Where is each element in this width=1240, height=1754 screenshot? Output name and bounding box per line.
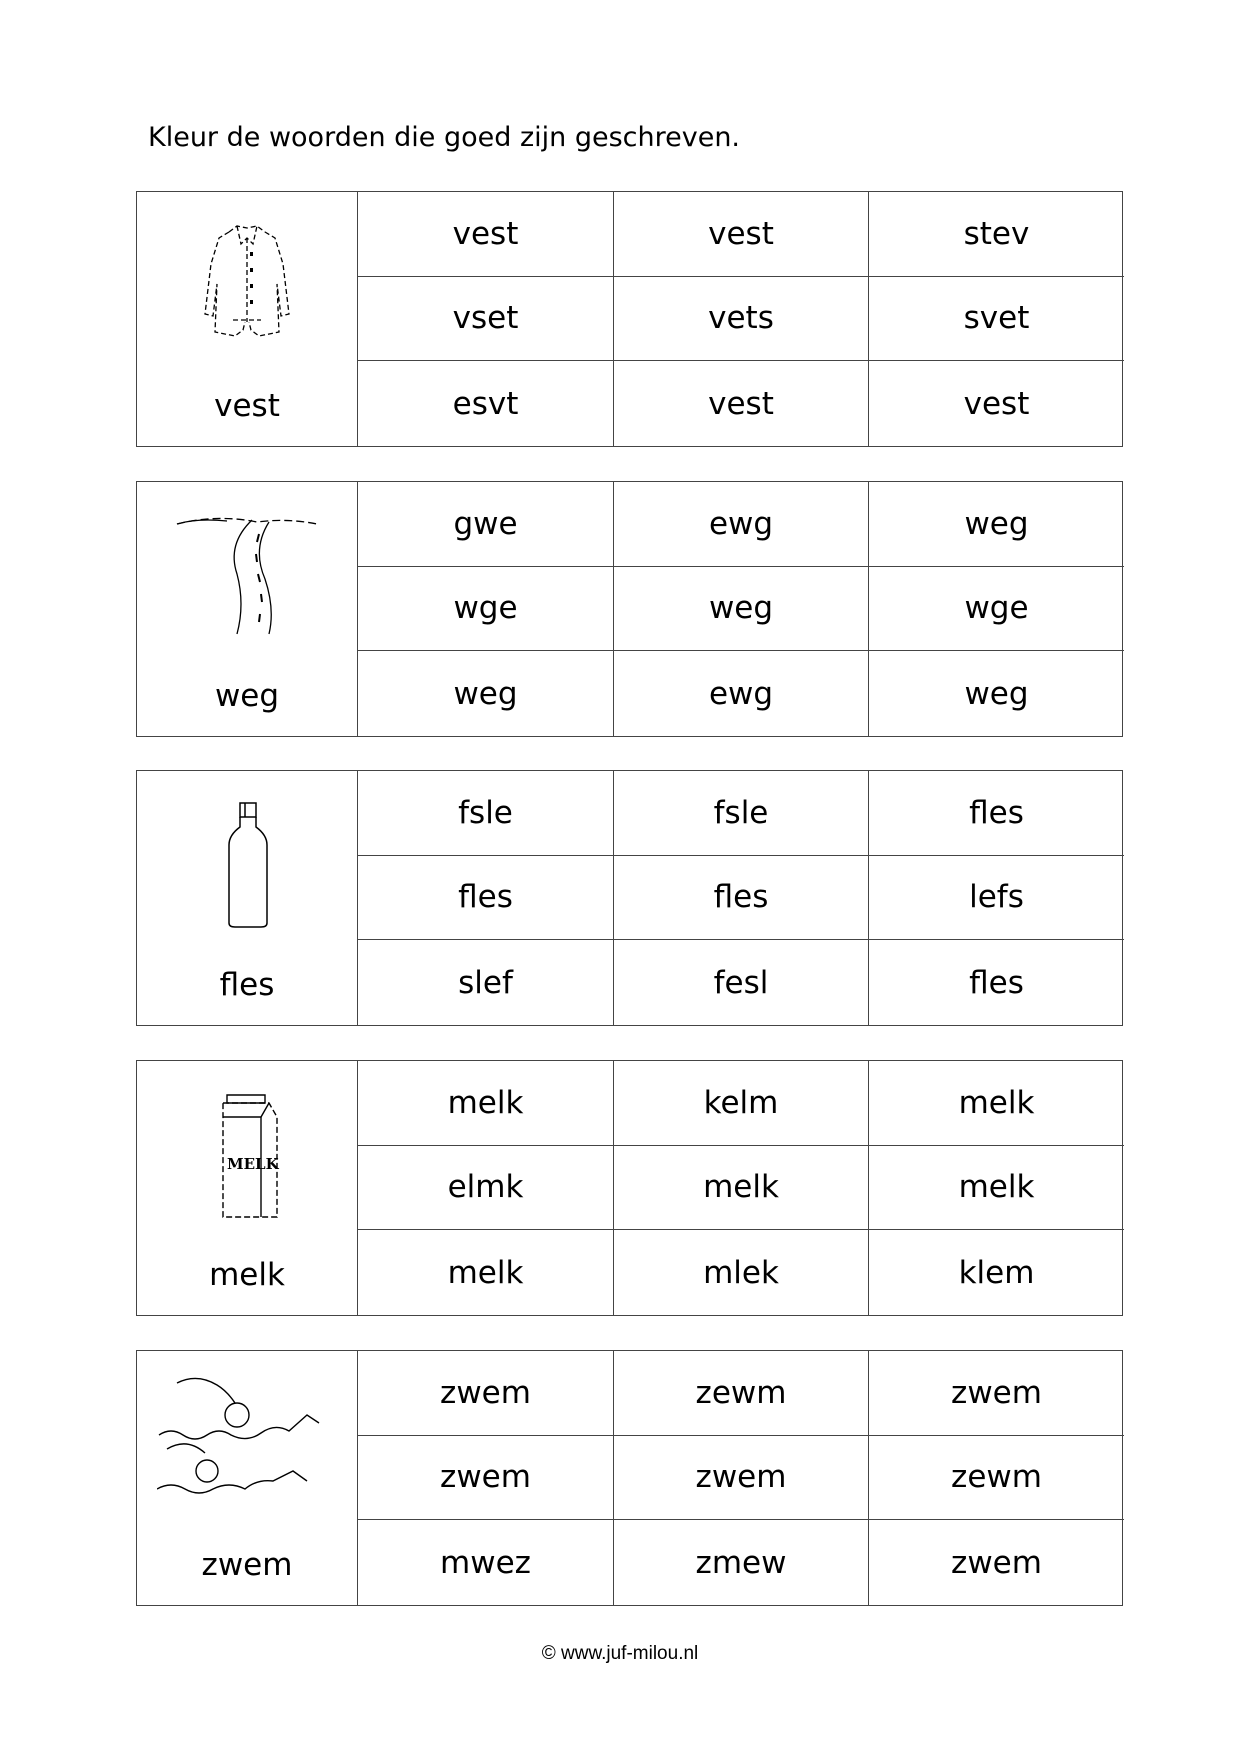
word-cell[interactable]: fsle [358,771,614,856]
word-cell[interactable]: fles [358,856,614,941]
word-cell[interactable]: klem [958,1254,1035,1291]
word-cell[interactable]: gwe [358,482,614,567]
word-cell[interactable]: kelm [614,1061,869,1146]
target-word: zwem [201,1546,293,1583]
picture-cell [137,1351,358,1605]
word-block-vest [136,191,1123,447]
picture-cell [137,192,358,446]
word-cell[interactable]: vset [358,277,614,362]
milk-carton-icon [157,1073,338,1223]
word-cell[interactable]: vest [614,361,869,446]
word-cell[interactable]: zewm [869,1436,1124,1521]
target-word: fles [219,966,275,1003]
word-cell[interactable]: zwem [358,1436,614,1521]
word-cell[interactable]: wge [358,567,614,652]
word-cell[interactable]: weg [964,675,1029,712]
picture-cell [137,1061,358,1315]
word-cell[interactable]: vest [358,192,614,277]
word-cell[interactable]: weg [358,651,614,736]
word-cell[interactable]: melk [869,1061,1124,1146]
word-cell[interactable]: fles [869,771,1124,856]
bottle-icon [157,783,338,933]
word-cell[interactable]: zewm [614,1351,869,1436]
word-cell[interactable]: melk [614,1146,869,1231]
word-cell[interactable]: zmew [614,1520,869,1605]
picture-cell [137,482,358,736]
word-cell[interactable]: vest [614,192,869,277]
word-cell[interactable]: zwem [869,1351,1124,1436]
word-cell[interactable]: melk [358,1230,614,1315]
target-word: vest [214,387,280,424]
carton-label: MELK [227,1155,279,1173]
word-cell[interactable]: slef [358,940,614,1025]
word-block-weg [136,481,1123,737]
word-cell[interactable]: wge [869,567,1124,652]
word-cell[interactable]: fles [969,964,1024,1001]
word-cell[interactable]: ewg [614,482,869,567]
word-cell[interactable]: svet [869,277,1124,362]
target-word: melk [209,1256,285,1293]
word-cell[interactable]: lefs [869,856,1124,941]
word-cell[interactable]: mlek [614,1230,869,1315]
jacket-icon [157,204,338,354]
word-cell[interactable]: fesl [614,940,869,1025]
word-cell[interactable]: weg [869,482,1124,567]
word-cell[interactable]: stev [869,192,1124,277]
word-cell[interactable]: melk [358,1061,614,1146]
word-cell[interactable]: fsle [614,771,869,856]
target-word: weg [214,677,280,714]
word-cell[interactable]: fles [614,856,869,941]
word-cell[interactable]: weg [614,567,869,652]
road-icon [157,494,338,644]
picture-cell [137,771,358,1025]
word-cell[interactable]: melk [869,1146,1124,1231]
word-block-melk [136,1060,1123,1316]
word-cell[interactable]: esvt [358,361,614,446]
word-cell[interactable]: zwem [358,1351,614,1436]
footer-copyright: © www.juf-milou.nl [541,1643,699,1664]
instruction-text: Kleur de woorden die goed zijn geschreven. [148,122,741,153]
word-cell[interactable]: mwez [358,1520,614,1605]
word-cell[interactable]: zwem [951,1544,1042,1581]
word-block-zwem [136,1350,1123,1606]
swimmers-icon [157,1363,338,1513]
word-cell[interactable]: ewg [614,651,869,736]
word-block-fles [136,770,1123,1026]
word-cell[interactable]: zwem [614,1436,869,1521]
word-cell[interactable]: vets [614,277,869,362]
word-cell[interactable]: elmk [358,1146,614,1231]
word-cell[interactable]: vest [963,385,1030,422]
